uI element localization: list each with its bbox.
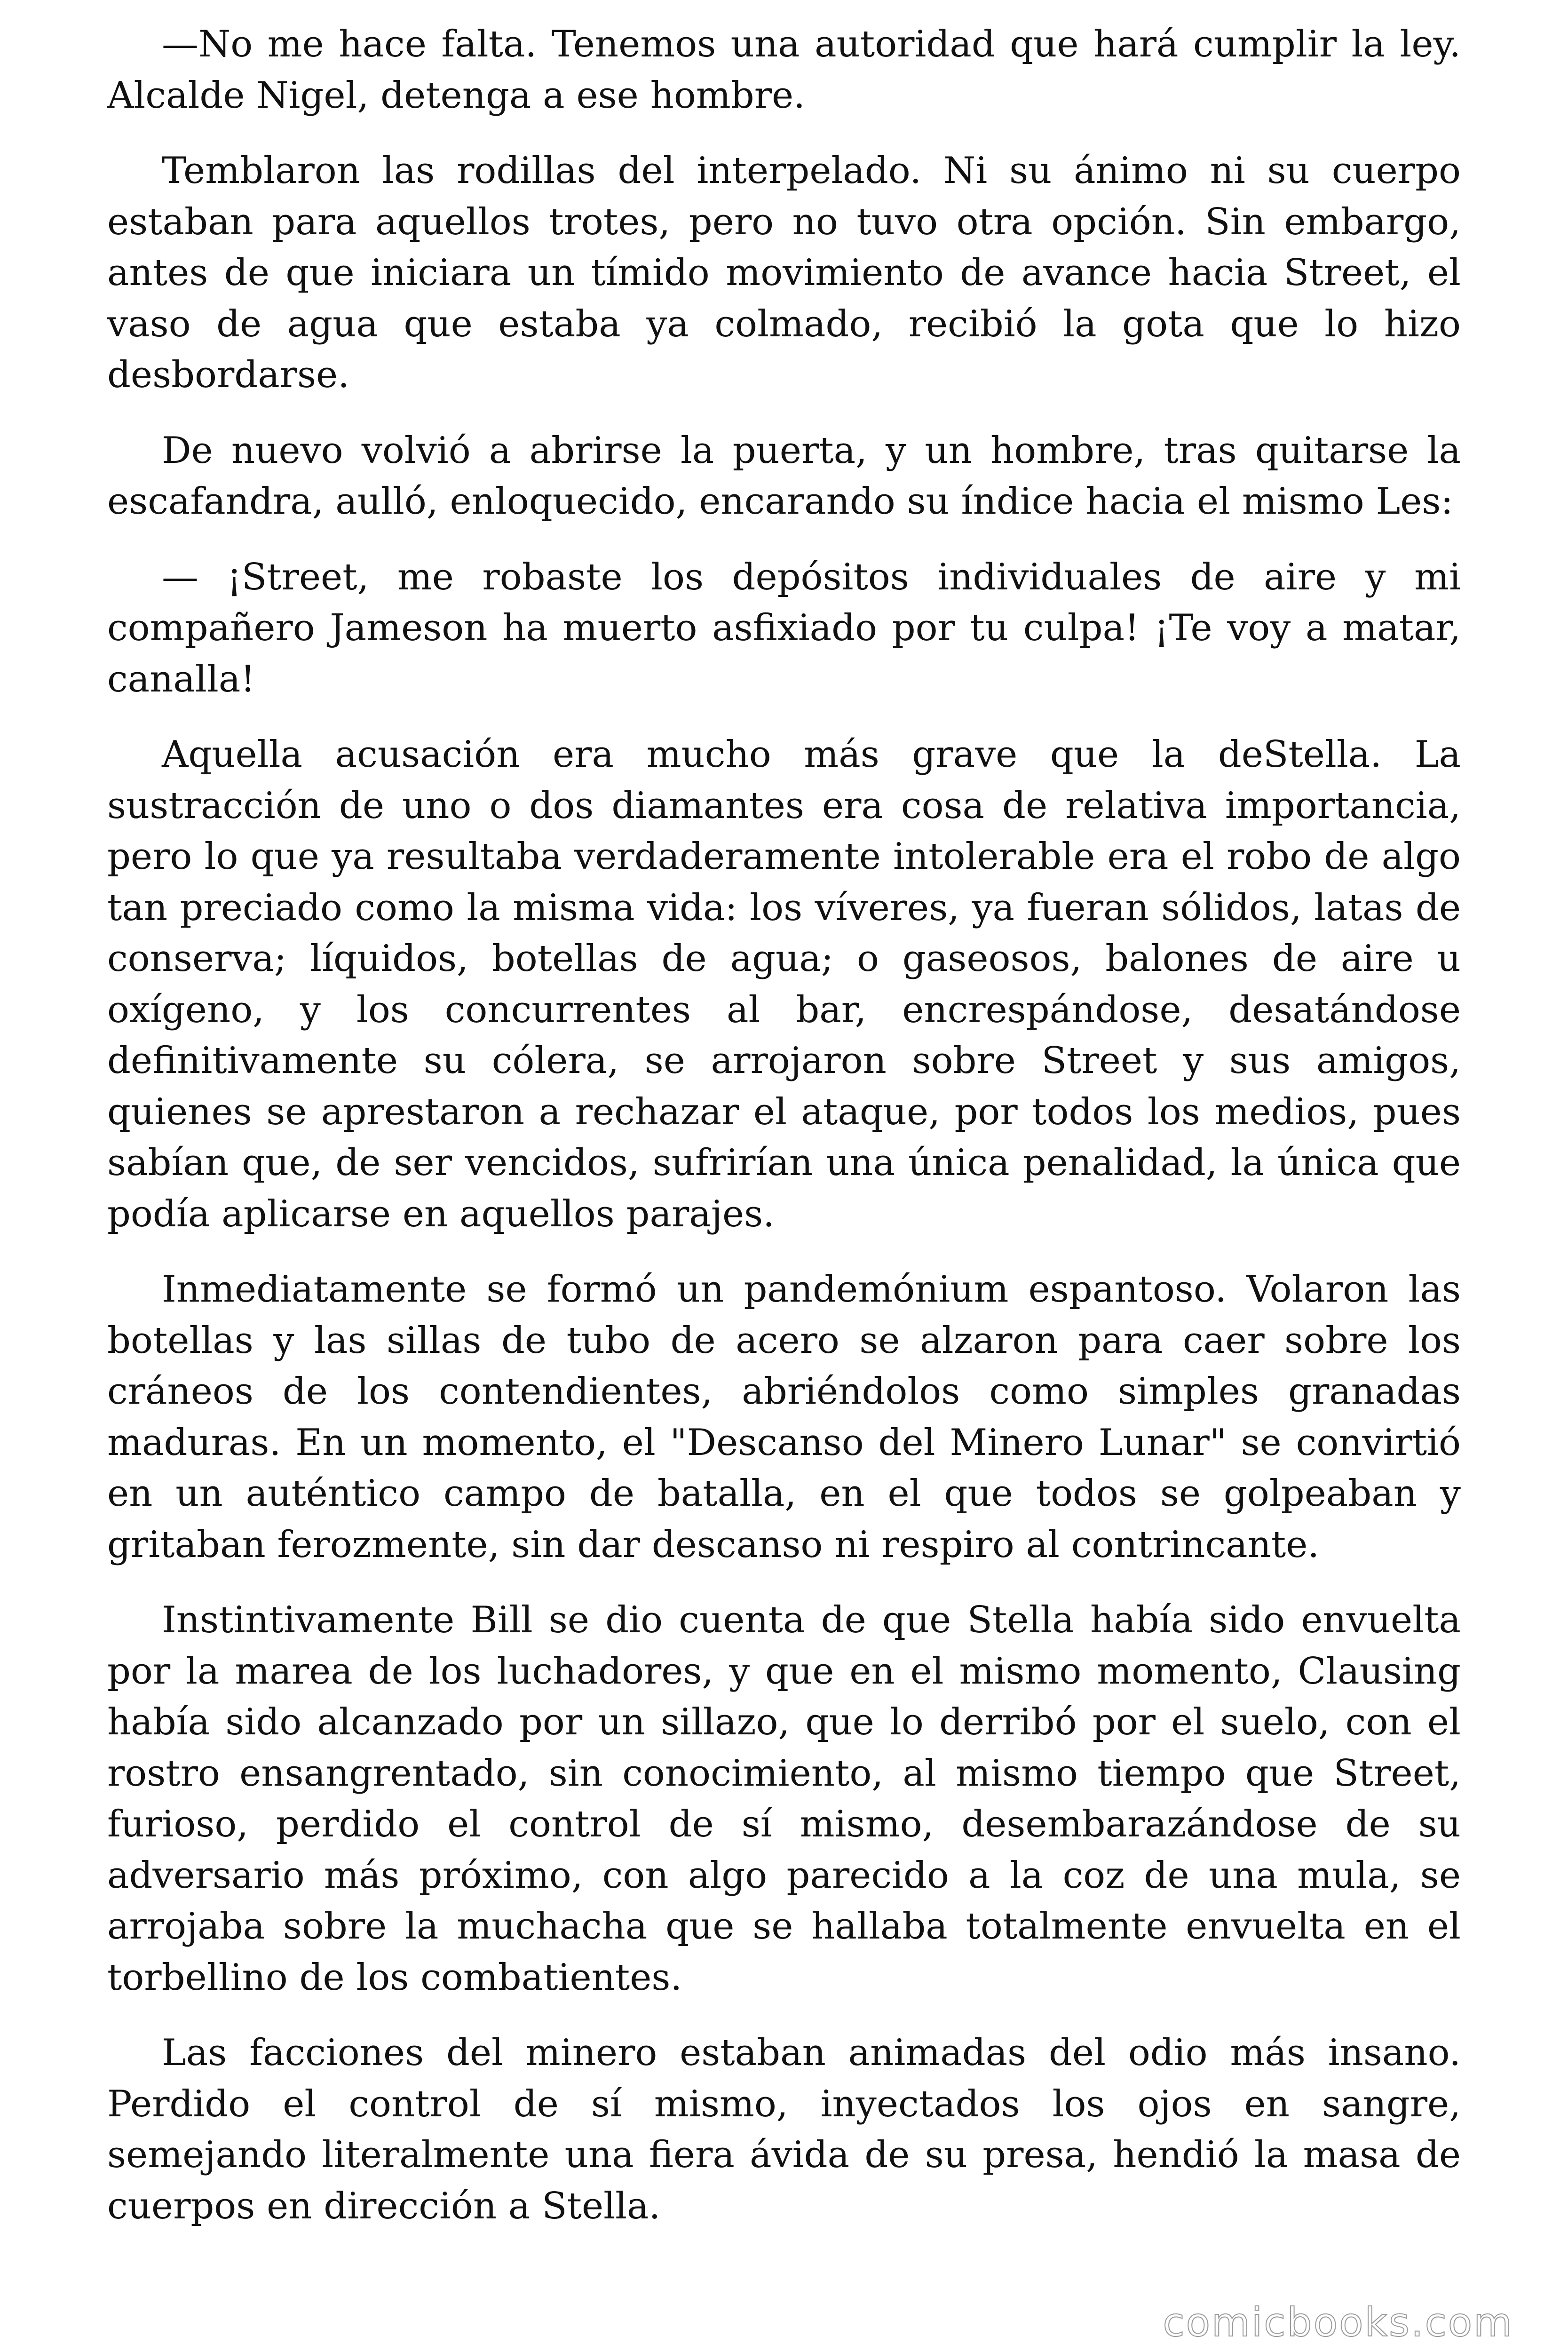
watermark: comicbooks.com	[1163, 2299, 1513, 2345]
paragraph-8: Las facciones del minero estaban animadas del odio más insano. Perdido el control de sí mismo, inyectados los ojos en sangre, semejando literalmente una fiera ávida de su presa, hendió la masa de cuerpos en dirección a Stella.	[107, 2032, 1461, 2227]
paragraph-6: Inmediatamente se formó un pandemónium espantoso. Volaron las botellas y las sillas de tubo de acero se alzaron para caer sobre los cráneos de los contendientes, abriéndolos como simples granadas maduras. En un momento, el "Descanso del Minero Lunar" se convirtió en un auténtico campo de batalla, en el que todos se golpeaban y gritaban ferozmente, sin dar descanso ni respiro al contrincante.	[107, 1268, 1461, 1566]
book-page	[107, 19, 1461, 2256]
paragraph-4: — ¡Street, me robaste los depósitos individuales de aire y mi compañero Jameson ha muerto asfixiado por tu culpa! ¡Te voy a matar, canalla!	[107, 556, 1461, 700]
paragraph-7: Instintivamente Bill se dio cuenta de que Stella había sido envuelta por la marea de los luchadores, y que en el mismo momento, Clausing había sido alcanzado por un sillazo, que lo derribó por el suelo, con el rostro ensangrentado, sin conocimiento, al mismo tiempo que Street, furioso, perdido el control de sí mismo, desembarazándose de su adversario más próximo, con algo parecido a la coz de una mula, se arrojaba sobre la muchacha que se hallaba totalmente envuelta en el torbellino de los combatientes.	[107, 1599, 1461, 1999]
paragraph-1: —No me hace falta. Tenemos una autoridad que hará cumplir la ley. Alcalde Nigel, detenga a ese hombre.	[107, 23, 1461, 117]
paragraph-3: De nuevo volvió a abrirse la puerta, y un hombre, tras quitarse la escafandra, aulló, enloquecido, encarando su índice hacia el mismo Les:	[107, 429, 1461, 523]
paragraph-5: Aquella acusación era mucho más grave que la deStella. La sustracción de uno o dos diamantes era cosa de relativa importancia, pero lo que ya resultaba verdaderamente intolerable era el robo de algo tan preciado como la misma vida: los víveres, ya fueran sólidos, latas de conserva; líquidos, botellas de agua; o gaseosos, balones de aire u oxígeno, y los concurrentes al bar, encrespándose, desatándose definitivamente su cólera, se arrojaron sobre Street y sus amigos, quienes se aprestaron a rechazar el ataque, por todos los medios, pues sabían que, de ser vencidos, sufrirían una única penalidad, la única que podía aplicarse en aquellos parajes.	[107, 733, 1461, 1235]
paragraph-2: Temblaron las rodillas del interpelado. Ni su ánimo ni su cuerpo estaban para aquellos trotes, pero no tuvo otra opción. Sin embargo, antes de que iniciara un tímido movimiento de avance hacia Street, el vaso de agua que estaba ya colmado, recibió la gota que lo hizo desbordarse.	[107, 150, 1461, 396]
